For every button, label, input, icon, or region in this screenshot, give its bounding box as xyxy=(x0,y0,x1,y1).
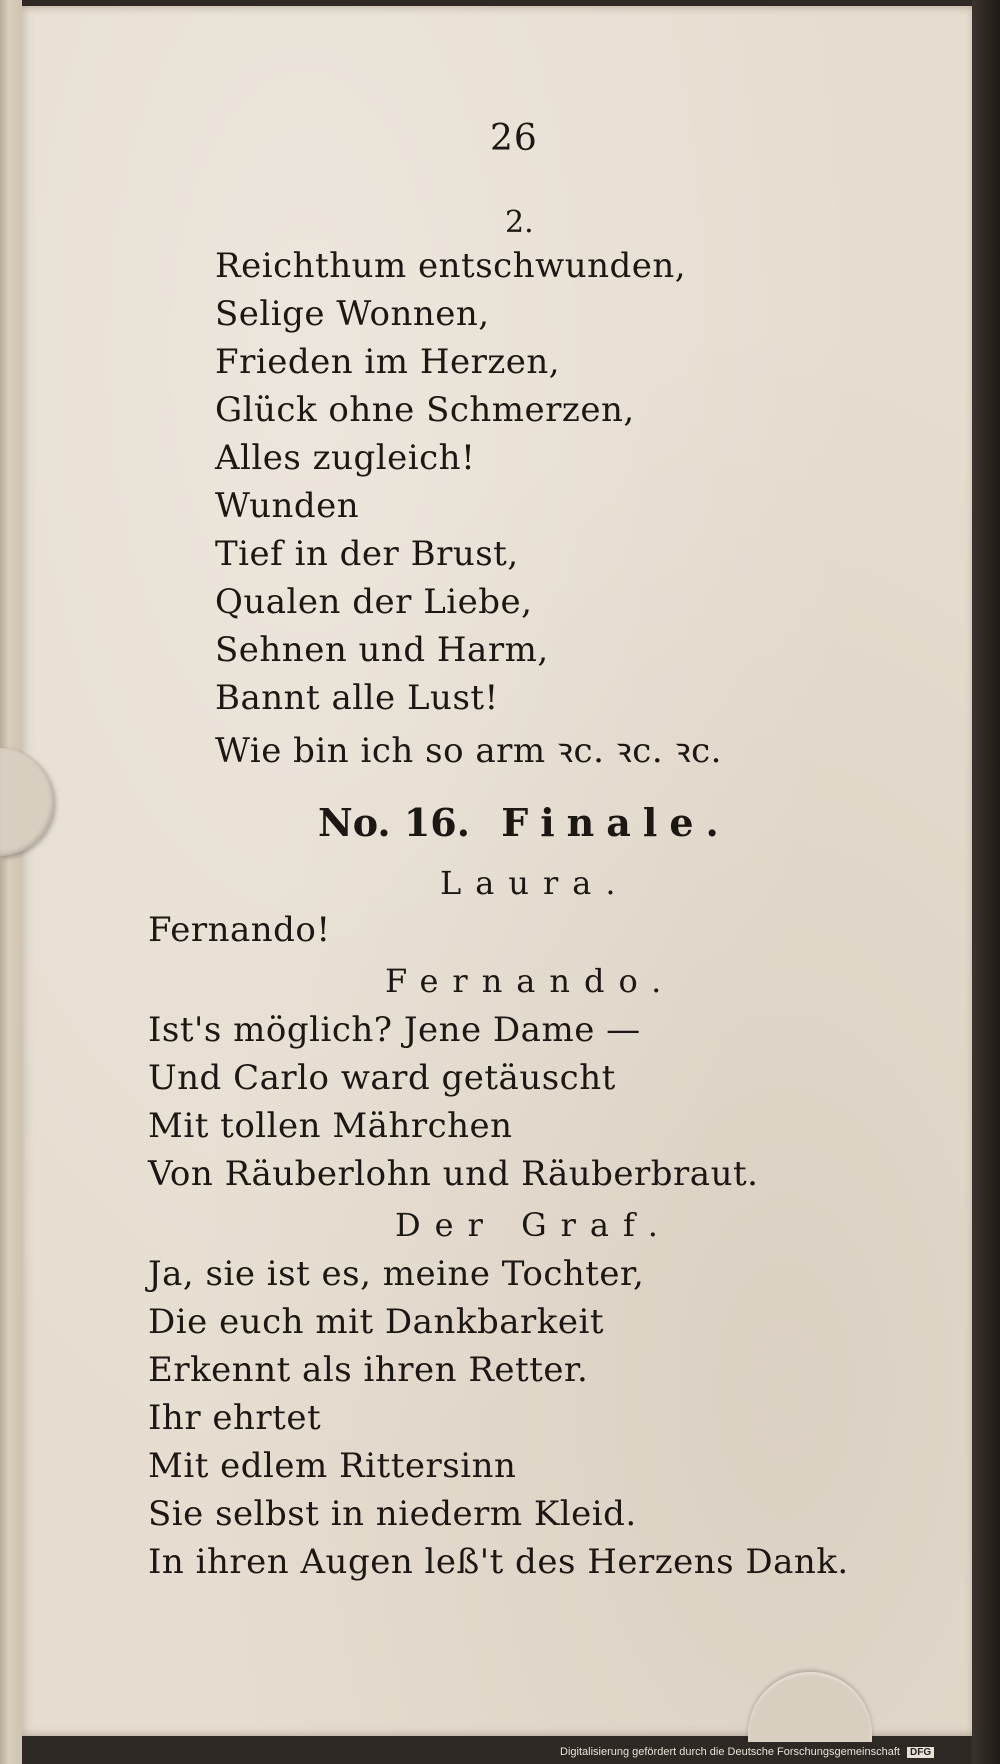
dialogue-line: Von Räuberlohn und Räuberbraut. xyxy=(148,1154,759,1194)
stanza-line: Wie bin ich so arm ꝛc. ꝛc. ꝛc. xyxy=(215,731,722,771)
credit-text: Digitalisierung gefördert durch die Deutsche Forschungsgemeinschaft xyxy=(560,1746,900,1758)
speaker-name: Fernando. xyxy=(385,962,676,1000)
page-number: 26 xyxy=(490,118,538,159)
digitization-credit xyxy=(560,1746,934,1758)
dialogue-line: Ihr ehrtet xyxy=(148,1398,322,1438)
stanza-line: Reichthum entschwunden, xyxy=(215,246,687,286)
dfg-logo: DFG xyxy=(907,1747,934,1758)
stanza-line: Glück ohne Schmerzen, xyxy=(215,390,635,430)
stanza-number: 2. xyxy=(505,205,534,240)
speaker-name: Laura. xyxy=(440,864,630,902)
dialogue-line: Mit tollen Mährchen xyxy=(148,1106,513,1146)
stanza-line: Selige Wonnen, xyxy=(215,294,490,334)
stanza-line: Qualen der Liebe, xyxy=(215,582,533,622)
dialogue-line: Ja, sie ist es, meine Tochter, xyxy=(148,1254,645,1294)
stanza-line: Sehnen und Harm, xyxy=(215,630,549,670)
stanza-line: Wunden xyxy=(215,486,360,526)
stanza-line: Frieden im Herzen, xyxy=(215,342,561,382)
stanza-line: Alles zugleich! xyxy=(215,438,476,478)
dialogue-line: In ihren Augen leß't des Herzens Dank. xyxy=(148,1542,849,1582)
stanza-line: Bannt alle Lust! xyxy=(215,678,499,718)
dialogue-line: Sie selbst in niederm Kleid. xyxy=(148,1494,637,1534)
dialogue-line: Und Carlo ward getäuscht xyxy=(148,1058,616,1098)
dialogue-line: Erkennt als ihren Retter. xyxy=(148,1350,589,1390)
dialogue-line: Mit edlem Rittersinn xyxy=(148,1446,517,1486)
dialogue-line: Die euch mit Dankbarkeit xyxy=(148,1302,604,1342)
dialogue-line: Fernando! xyxy=(148,910,331,950)
section-title: Finale. xyxy=(501,800,731,845)
section-number: No. 16. xyxy=(318,800,470,845)
stanza-line: Tief in der Brust, xyxy=(215,534,519,574)
speaker-name: Der Graf. xyxy=(395,1206,672,1244)
dialogue-line: Ist's möglich? Jene Dame — xyxy=(148,1010,641,1050)
section-heading xyxy=(318,800,731,845)
